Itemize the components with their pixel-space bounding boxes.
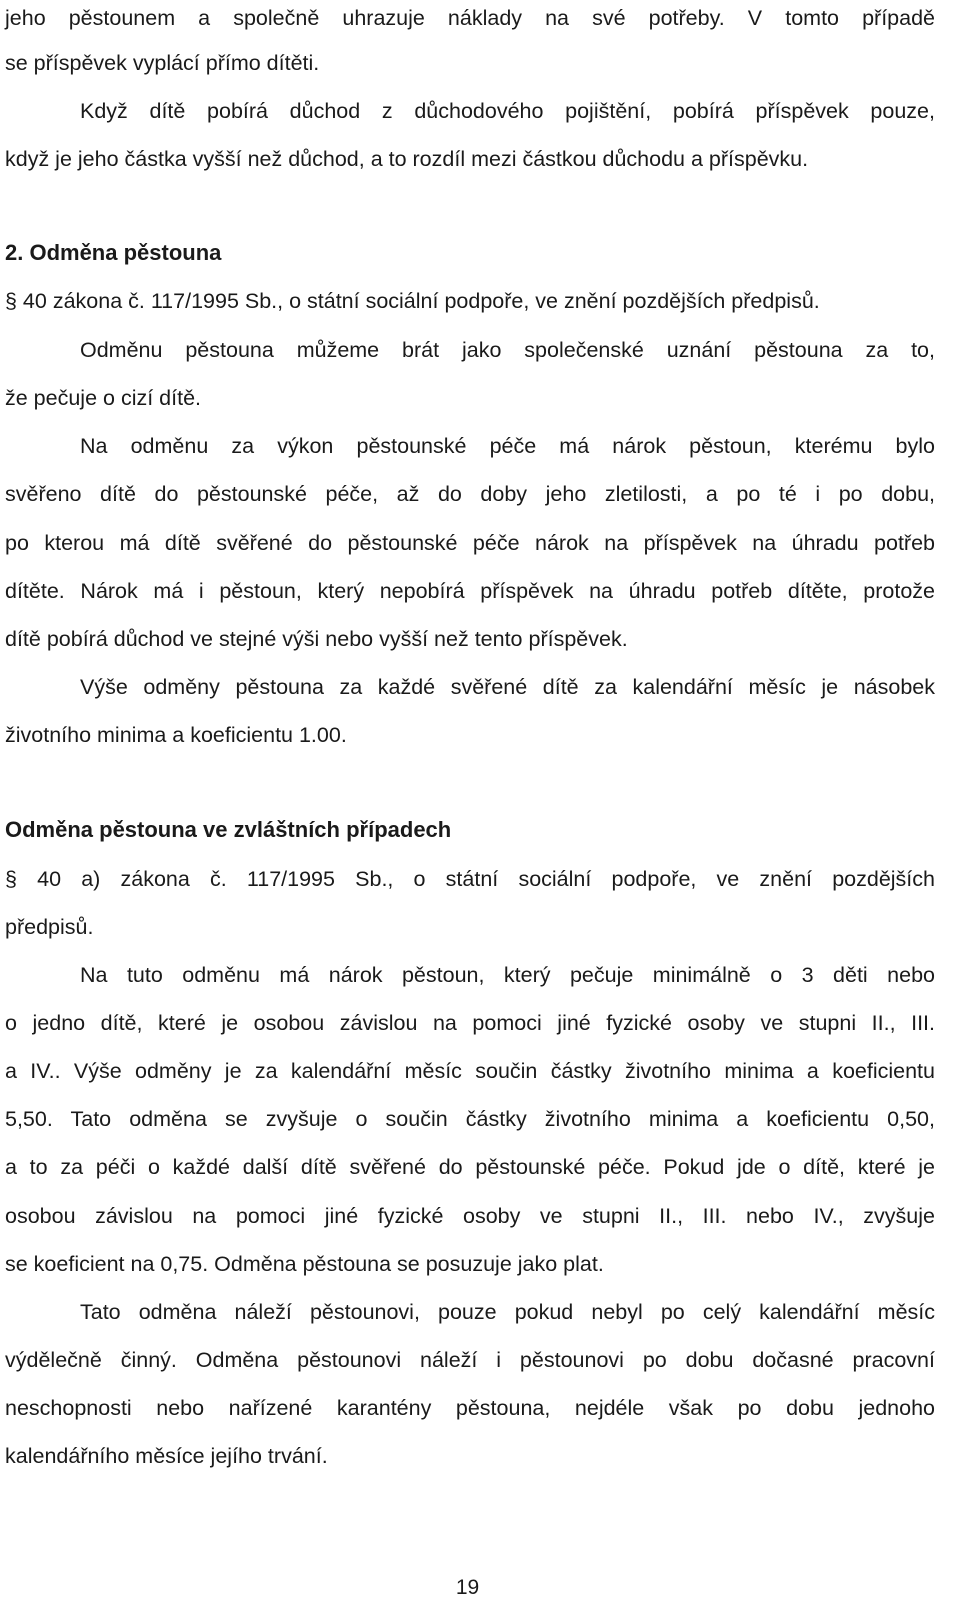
text-line: Tato odměna náleží pěstounovi, pouze pokud nebyl po celý kalendářní měsíc: [80, 1300, 935, 1324]
law-reference: § 40 zákona č. 117/1995 Sb., o státní sociální podpoře, ve znění pozdějších předpisů.: [5, 289, 820, 313]
text-line: že pečuje o cizí dítě.: [5, 386, 201, 410]
text-line: se příspěvek vyplácí přímo dítěti.: [5, 51, 320, 75]
text-line: Když dítě pobírá důchod z důchodového pojištění, pobírá příspěvek pouze,: [80, 99, 935, 123]
text-line: když je jeho částka vyšší než důchod, a to rozdíl mezi částkou důchodu a příspěvku.: [5, 147, 809, 171]
page-number: 19: [455, 1576, 480, 1599]
text-line: Na tuto odměnu má nárok pěstoun, který pečuje minimálně o 3 děti nebo: [80, 963, 935, 987]
law-reference: § 40 a) zákona č. 117/1995 Sb., o státní sociální podpoře, ve znění pozdějších: [5, 867, 935, 891]
text-line: předpisů.: [5, 915, 94, 939]
section-heading: Odměna pěstouna ve zvláštních případech: [5, 817, 452, 842]
text-line: po kterou má dítě svěřené do pěstounské péče nárok na příspěvek na úhradu potřeb: [5, 531, 935, 555]
text-line: dítěte. Nárok má i pěstoun, který nepobírá příspěvek na úhradu potřeb dítěte, protože: [5, 579, 935, 603]
text-line: svěřeno dítě do pěstounské péče, až do doby jeho zletilosti, a po té i po dobu,: [5, 482, 935, 506]
text-line: kalendářního měsíce jejího trvání.: [5, 1444, 328, 1468]
text-line: a IV.. Výše odměny je za kalendářní měsíc součin částky životního minima a koeficientu: [5, 1059, 935, 1083]
text-line: dítě pobírá důchod ve stejné výši nebo vyšší než tento příspěvek.: [5, 627, 628, 651]
text-line: Na odměnu za výkon pěstounské péče má nárok pěstoun, kterému bylo: [80, 434, 935, 458]
text-line: jeho pěstounem a společně uhrazuje náklady na své potřeby. V tomto případě: [5, 6, 935, 30]
text-line: Výše odměny pěstouna za každé svěřené dítě za kalendářní měsíc je násobek: [80, 675, 935, 699]
text-line: o jedno dítě, které je osobou závislou na pomoci jiné fyzické osoby ve stupni II., III.: [5, 1011, 935, 1035]
section-heading: 2. Odměna pěstouna: [5, 240, 222, 265]
text-line: výdělečně činný. Odměna pěstounovi náleží i pěstounovi po dobu dočasné pracovní: [5, 1348, 935, 1372]
text-line: životního minima a koeficientu 1.00.: [5, 723, 347, 747]
text-line: se koeficient na 0,75. Odměna pěstouna se posuzuje jako plat.: [5, 1252, 604, 1276]
text-line: neschopnosti nebo nařízené karantény pěstouna, nejdéle však po dobu jednoho: [5, 1396, 935, 1420]
text-line: osobou závislou na pomoci jiné fyzické osoby ve stupni II., III. nebo IV., zvyšuje: [5, 1204, 935, 1228]
text-line: Odměnu pěstouna můžeme brát jako společenské uznání pěstouna za to,: [80, 338, 935, 362]
text-line: a to za péči o každé další dítě svěřené do pěstounské péče. Pokud jde o dítě, které je: [5, 1155, 935, 1179]
text-line: 5,50. Tato odměna se zvyšuje o součin částky životního minima a koeficientu 0,50,: [5, 1107, 935, 1131]
